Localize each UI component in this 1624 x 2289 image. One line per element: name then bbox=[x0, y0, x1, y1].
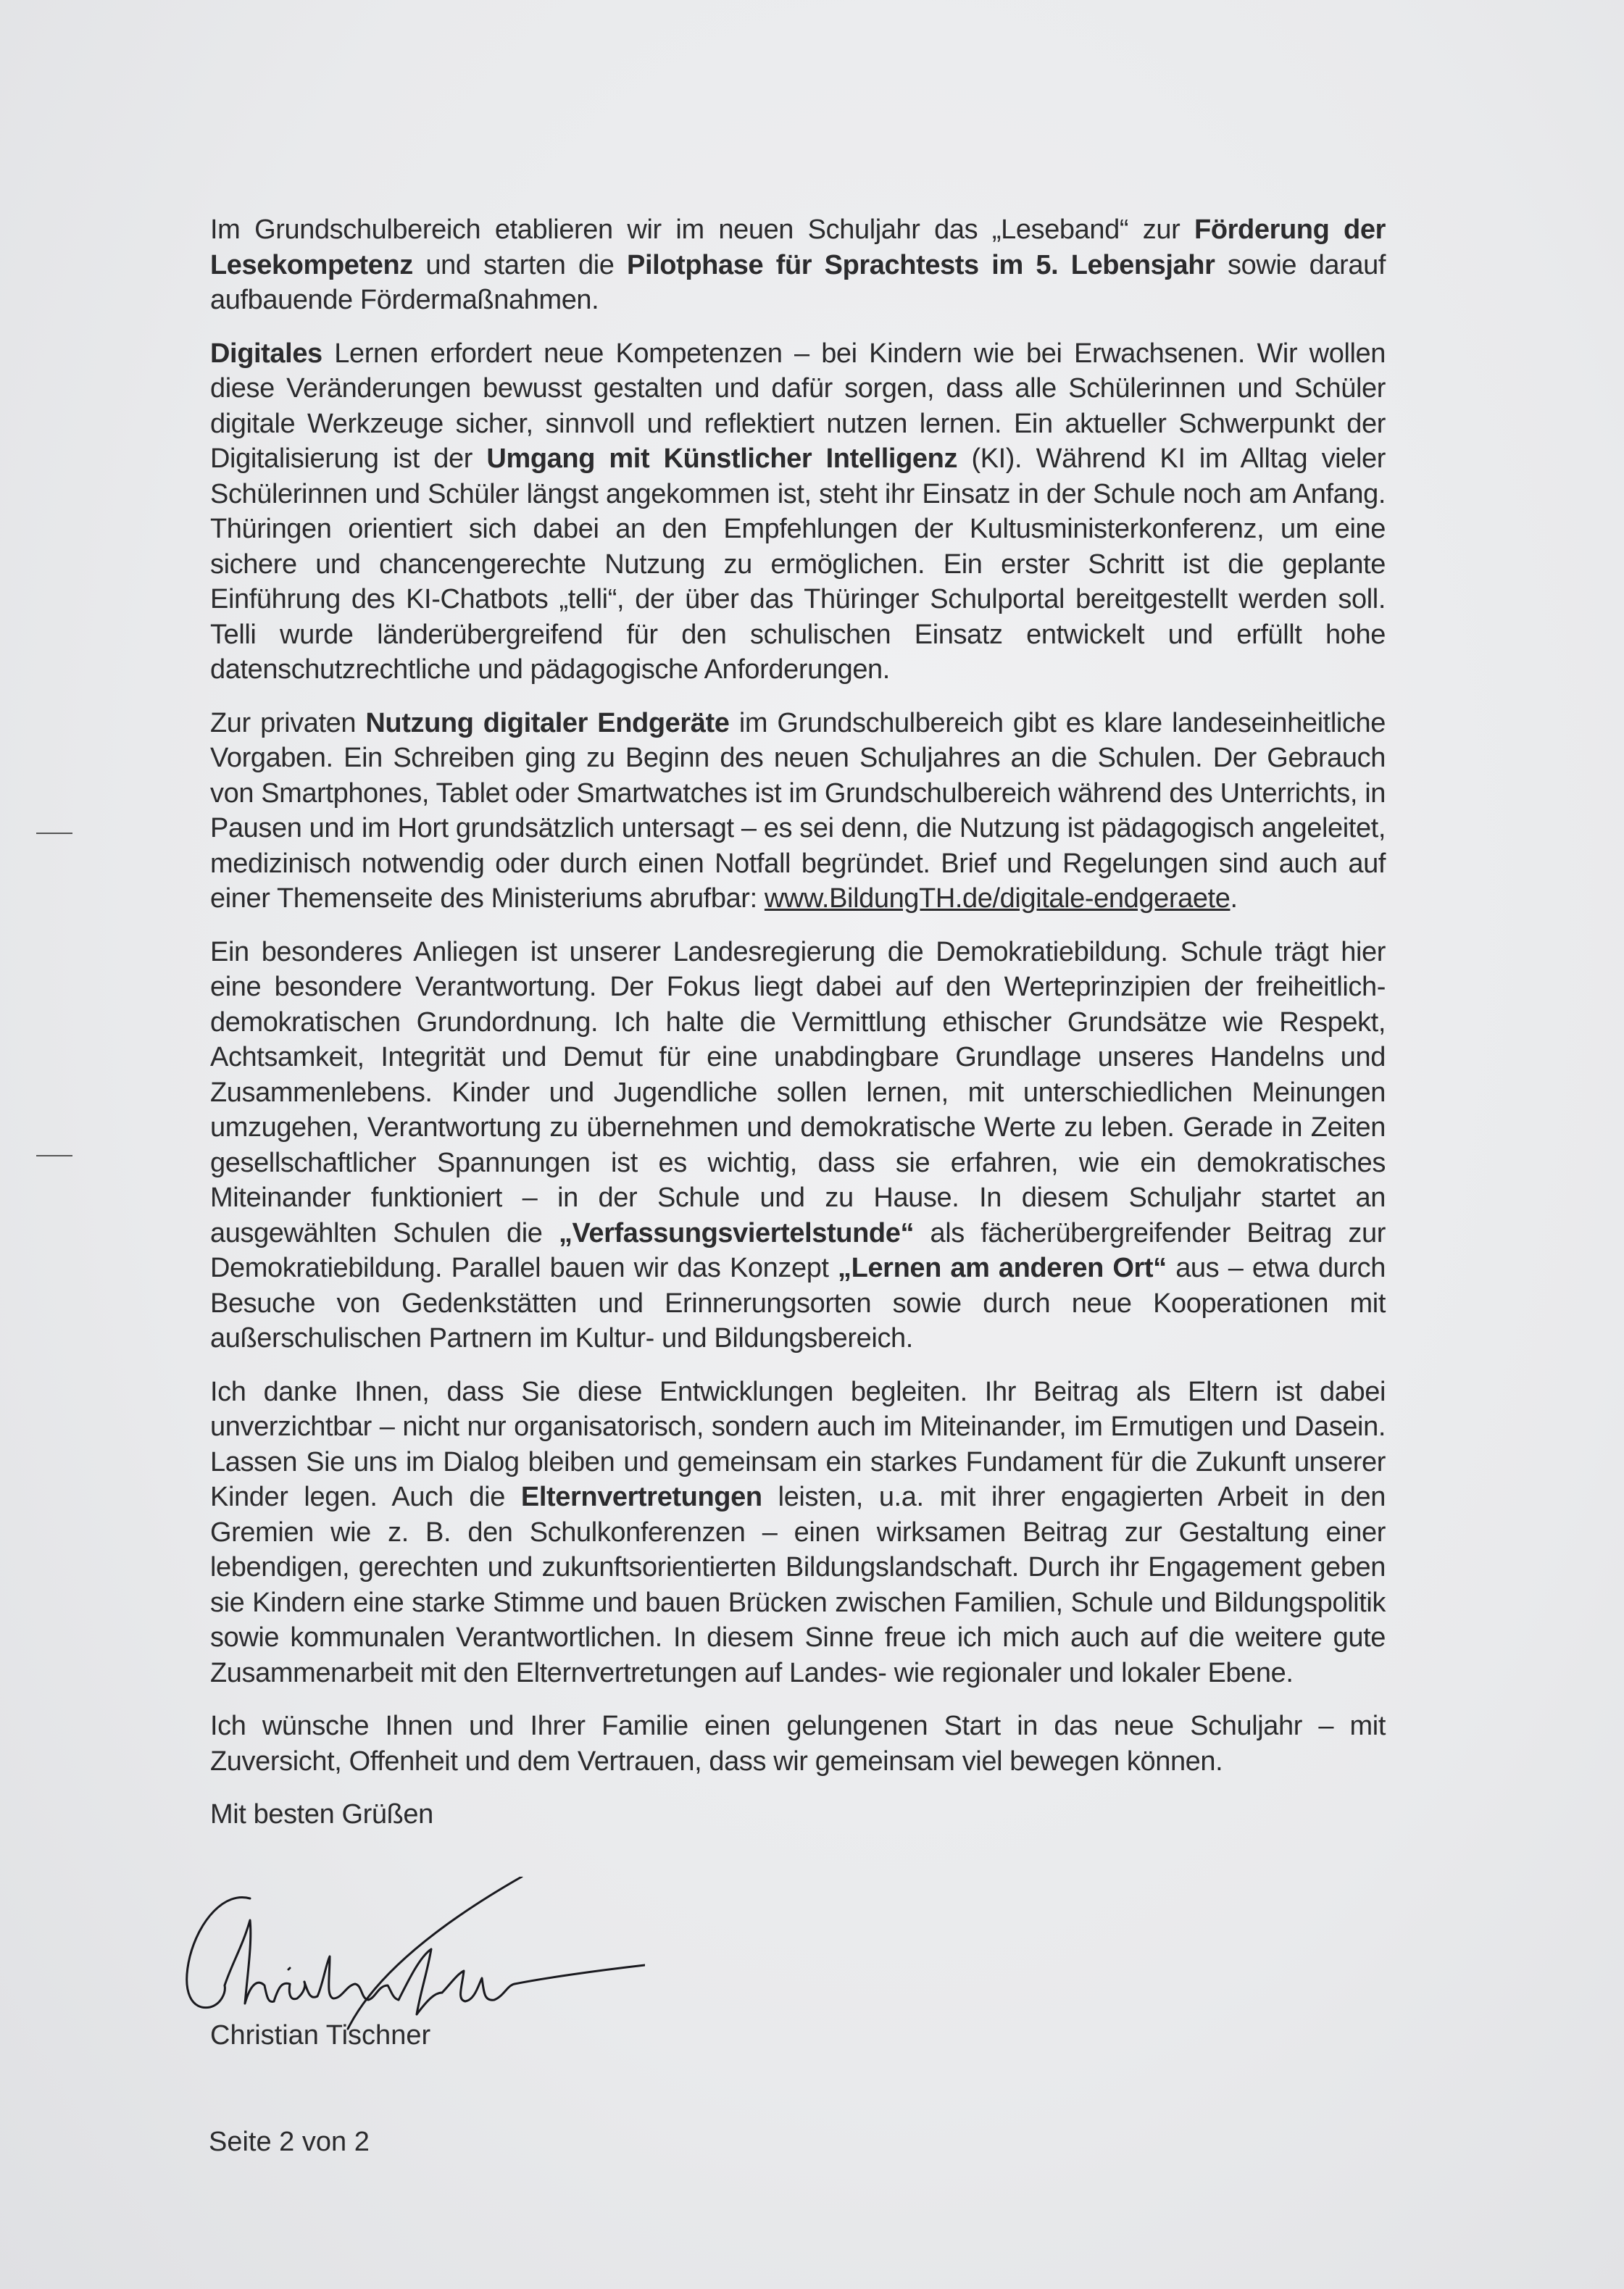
letter-body bbox=[210, 212, 1386, 1851]
paragraph-thanks: Ich danke Ihnen, dass Sie diese Entwicklungen begleiten. Ihr Beitrag als Eltern ist dabei unverzichtbar – nicht nur organisatorisch, sondern auch im Miteinander, im Ermutigen und Dasein. Lassen Sie uns im Dialog bleiben und gemeinsam ein starkes Fundament für die Zukunft unserer Kinder legen. Auch die Elternvertretungen leisten, u.a. mit ihrer engagierten Arbeit in den Gremien wie z. B. den Schulkonferenzen – einen wirksamen Beitrag zur Gestaltung einer lebendigen, gerechten und zukunftsorientierten Bildungslandschaft. Durch ihr Engagement geben sie Kindern eine starke Stimme und bauen Brücken zwischen Familien, Schule und Bildungspolitik sowie kommunalen Verantwortlichen. In diesem Sinne freue ich mich auch auf die weitere gute Zusammenarbeit mit den Elternvertretungen auf Landes- wie regionaler und lokaler Ebene. bbox=[210, 1376, 1386, 1688]
signer-name: Christian Tischner bbox=[210, 2020, 431, 2051]
ministry-link[interactable]: www.BildungTH.de/digitale-endgeraete bbox=[764, 883, 1231, 914]
paragraph-reading: Im Grundschulbereich etablieren wir im neuen Schuljahr das „Leseband“ zur Förderung der Lesekompetenz und starten die Pilotphase für Sprachtests im 5. Lebensjahr sowie darauf aufbauende Fördermaßnahmen. bbox=[210, 214, 1386, 315]
paragraph-devices: Zur privaten Nutzung digitaler Endgeräte im Grundschulbereich gibt es klare landeseinheitliche Vorgaben. Ein Schreiben ging zu Beginn des neuen Schuljahres an die Schulen. Der Gebrauch von Smartphones, Tablet oder Smartwatches ist im Grundschulbereich während des Unterrichts, in Pausen und im Hort grundsätzlich untersagt – es sei denn, die Nutzung ist pädagogisch angeleitet, medizinisch notwendig oder durch einen Notfall begründet. Brief und Regelungen sind auch auf einer Themenseite des Ministeriums abrufbar: www.BildungTH.de/digitale-endgeraete. bbox=[210, 707, 1386, 914]
hole-punch-mark bbox=[36, 833, 72, 834]
handwritten-signature bbox=[181, 1877, 645, 2036]
page-number: Seite 2 von 2 bbox=[209, 2127, 370, 2157]
closing-greeting: Mit besten Grüßen bbox=[210, 1799, 433, 1830]
fold-mark bbox=[36, 1155, 72, 1156]
paragraph-wishes: Ich wünsche Ihnen und Ihrer Familie einen gelungenen Start in das neue Schuljahr – mit Zuversicht, Offenheit und dem Vertrauen, dass wir gemeinsam viel bewegen können. bbox=[210, 1711, 1386, 1777]
paragraph-digital: Digitales Lernen erfordert neue Kompetenzen – bei Kindern wie bei Erwachsenen. Wir wollen diese Veränderungen bewusst gestalten und dafür sorgen, dass alle Schülerinnen und Schüler digitale Werkzeuge sicher, sinnvoll und reflektiert nutzen lernen. Ein aktueller Schwerpunkt der Digitalisierung ist der Umgang mit Künstlicher Intelligenz (KI). Während KI im Alltag vieler Schülerinnen und Schüler längst angekommen ist, steht ihr Einsatz in der Schule noch am Anfang. Thüringen orientiert sich dabei an den Empfehlungen der Kultusministerkonferenz, um eine sichere und chancengerechte Nutzung zu ermöglichen. Ein erster Schritt ist die geplante Einführung des KI-Chatbots „telli“, der über das Thüringer Schulportal bereitgestellt werden soll. Telli wurde länderübergreifend für den schulischen Einsatz entwickelt und erfüllt hohe datenschutzrechtliche und pädagogische Anforderungen. bbox=[210, 338, 1386, 685]
paragraph-democracy: Ein besonderes Anliegen ist unserer Landesregierung die Demokratiebildung. Schule trägt hier eine besondere Verantwortung. Der Fokus liegt dabei auf den Werteprinzipien der freiheitlich-demokratischen Grundordnung. Ich halte die Vermittlung ethischer Grundsätze wie Respekt, Achtsamkeit, Integrität und Demut für eine unabdingbare Grundlage unseres Handelns und Zusammenlebens. Kinder und Jugendliche sollen lernen, mit unterschiedlichen Meinungen umzugehen, Verantwortung zu übernehmen und demokratische Werte zu leben. Gerade in Zeiten gesellschaftlicher Spannungen ist es wichtig, dass sie erfahren, wie ein demokratisches Miteinander funktioniert – in der Schule und zu Hause. In diesem Schuljahr startet an ausgewählten Schulen die „Verfassungsviertelstunde“ als fächerübergreifender Beitrag zur Demokratiebildung. Parallel bauen wir das Konzept „Lernen am anderen Ort“ aus – etwa durch Besuche von Gedenkstätten und Erinnerungsorten sowie durch neue Kooperationen mit außerschulischen Partnern im Kultur- und Bildungsbereich. bbox=[210, 936, 1386, 1354]
